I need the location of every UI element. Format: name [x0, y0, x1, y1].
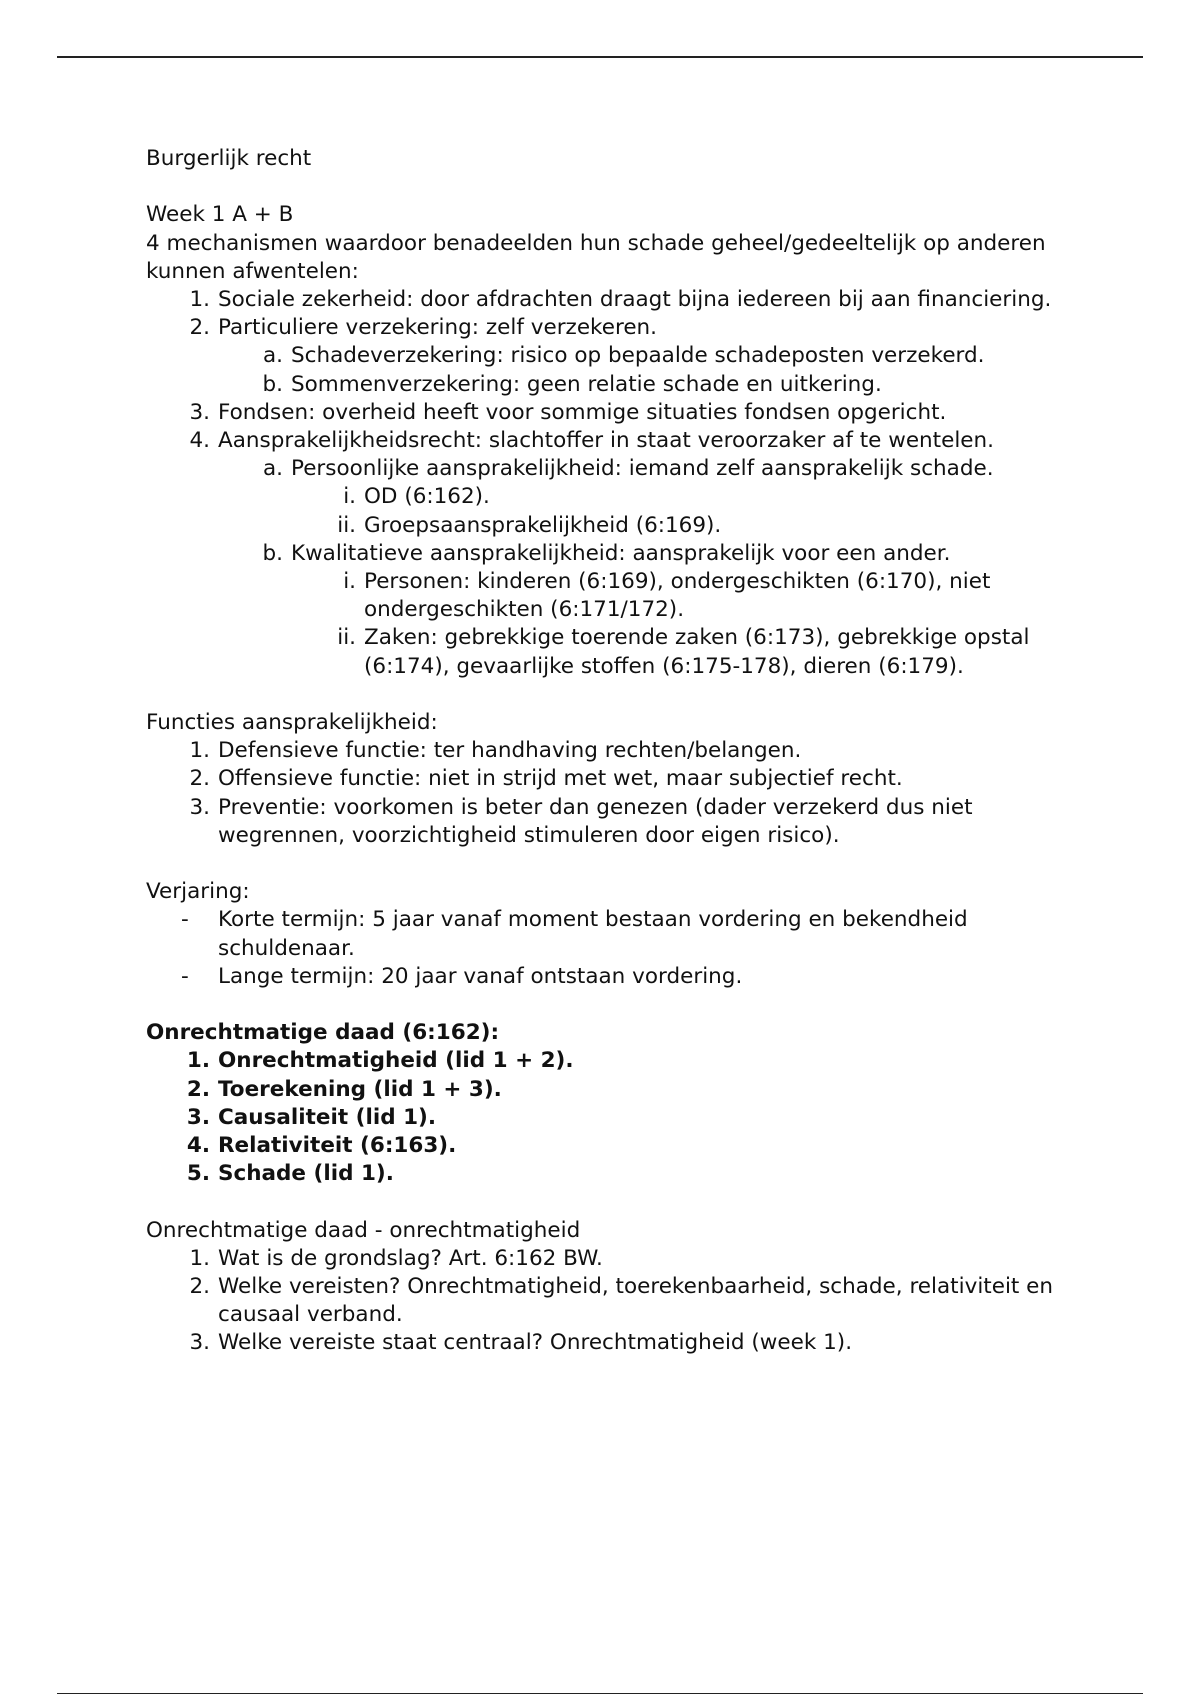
list-marker: 1.: [189, 287, 210, 312]
list-item: [146, 455, 1086, 483]
list-item-text: Welke vereiste staat centraal? Onrechtmatigheid (week 1).: [218, 1330, 853, 1356]
list-marker: 2.: [189, 315, 210, 341]
list-item: [146, 371, 1086, 399]
list-item-text: Defensieve functie: ter handhaving rechten/belangen.: [218, 738, 802, 764]
list-item: [146, 1273, 1086, 1329]
list-item: [146, 342, 1086, 370]
bottom-rule: [57, 1693, 1143, 1694]
list-marker: 3.: [189, 1330, 210, 1356]
list-item: [146, 1076, 1086, 1104]
list-marker: 4.: [189, 428, 210, 454]
list-marker: ii.: [337, 625, 356, 651]
list-marker: 1.: [189, 738, 210, 764]
od-list: [146, 1047, 1086, 1188]
list-item-text: Persoonlijke aansprakelijkheid: iemand zelf aansprakelijk schade.: [291, 456, 994, 482]
list-marker: i.: [343, 484, 356, 510]
mechanisms-list: [146, 286, 1086, 681]
list-marker: 3.: [189, 399, 210, 425]
list-item: [146, 737, 1086, 765]
list-item: [146, 399, 1086, 427]
list-item-text: Schadeverzekering: risico op bepaalde schadeposten verzekerd.: [291, 343, 985, 369]
list-marker: ii.: [337, 512, 356, 538]
list-item-text: Groepsaansprakelijkheid (6:169).: [364, 512, 722, 538]
list-item: [146, 512, 1086, 540]
list-item-text: Wat is de grondslag? Art. 6:162 BW.: [218, 1245, 603, 1271]
list-marker: 2.: [189, 1274, 210, 1300]
document-body: [146, 145, 1086, 1358]
list-item: [146, 1047, 1086, 1075]
top-rule: [57, 56, 1143, 58]
list-marker: 3.: [186, 1104, 210, 1130]
list-item-text: Korte termijn: 5 jaar vanaf moment bestaan vordering en bekendheid schuldenaar.: [218, 907, 968, 961]
list-item: [146, 963, 1086, 991]
list-item: [146, 1245, 1086, 1273]
list-item-text: Sommenverzekering: geen relatie schade en uitkering.: [291, 371, 882, 397]
list-item-text: Offensieve functie: niet in strijd met wet, maar subjectief recht.: [218, 766, 903, 792]
list-item-text: Kwalitatieve aansprakelijkheid: aansprakelijk voor een ander.: [291, 540, 951, 566]
list-item: [146, 540, 1086, 568]
list-item: [146, 286, 1086, 314]
list-item: [146, 765, 1086, 793]
list-marker: i.: [343, 569, 356, 595]
list-marker: 2.: [186, 1076, 210, 1102]
list-item-text: Sociale zekerheid: door afdrachten draagt bijna iedereen bij aan financiering.: [218, 287, 1052, 312]
od2-list: [146, 1245, 1086, 1358]
list-item-text: Causaliteit (lid 1).: [218, 1104, 437, 1130]
list-item-text: Onrechtmatigheid (lid 1 + 2).: [218, 1048, 574, 1074]
list-marker: b.: [262, 540, 283, 566]
list-item-text: Welke vereisten? Onrechtmatigheid, toerekenbaarheid, schade, relativiteit en causaal verband.: [218, 1274, 1054, 1328]
verjaring-heading: Verjaring:: [146, 879, 250, 905]
list-item-text: Relativiteit (6:163).: [218, 1133, 457, 1159]
list-item: [146, 1160, 1086, 1188]
list-item: [146, 1329, 1086, 1357]
list-item-text: OD (6:162).: [364, 484, 490, 510]
list-item-text: Particuliere verzekering: zelf verzekeren.: [218, 315, 658, 341]
od-heading: Onrechtmatige daad (6:162):: [146, 1020, 500, 1046]
list-item-text: Zaken: gebrekkige toerende zaken (6:173), gebrekkige opstal (6:174), gevaarlijke stoffen (6:175-178), dieren (6:179).: [364, 625, 1030, 679]
list-marker: b.: [262, 371, 283, 397]
list-marker: 5.: [186, 1161, 210, 1187]
list-item: [146, 906, 1086, 962]
list-item: [146, 568, 1086, 624]
list-marker: -: [181, 963, 189, 989]
list-item-text: Fondsen: overheid heeft voor sommige situaties fondsen opgericht.: [218, 399, 947, 425]
functies-heading: Functies aansprakelijkheid:: [146, 710, 438, 736]
list-marker: a.: [262, 456, 283, 482]
list-marker: 1.: [186, 1048, 210, 1074]
od2-heading: Onrechtmatige daad - onrechtmatigheid: [146, 1217, 581, 1243]
verjaring-list: [146, 906, 1086, 991]
list-marker: 4.: [186, 1133, 210, 1159]
list-item: [146, 427, 1086, 455]
list-item: [146, 624, 1086, 680]
list-marker: 2.: [189, 766, 210, 792]
intro-text: 4 mechanismen waardoor benadeelden hun schade geheel/gedeeltelijk op anderen kunnen afwentelen:: [146, 230, 1046, 284]
document-title: Burgerlijk recht: [146, 146, 312, 171]
list-item-text: Personen: kinderen (6:169), ondergeschikten (6:170), niet ondergeschikten (6:171/172).: [364, 569, 991, 623]
list-marker: -: [181, 907, 189, 933]
list-item: [146, 1132, 1086, 1160]
list-item-text: Schade (lid 1).: [218, 1161, 394, 1187]
list-item-text: Preventie: voorkomen is beter dan genezen (dader verzekerd dus niet wegrennen, voorzichtigheid stimuleren door eigen risico).: [218, 794, 973, 848]
list-item: [146, 794, 1086, 850]
list-item: [146, 483, 1086, 511]
list-item: [146, 314, 1086, 342]
week-heading: Week 1 A + B: [146, 202, 294, 228]
list-item-text: Aansprakelijkheidsrecht: slachtoffer in staat veroorzaker af te wentelen.: [218, 428, 994, 454]
list-item-text: Lange termijn: 20 jaar vanaf ontstaan vordering.: [218, 963, 743, 989]
list-item-text: Toerekening (lid 1 + 3).: [218, 1076, 502, 1102]
functies-list: [146, 737, 1086, 850]
list-item: [146, 1104, 1086, 1132]
list-marker: 1.: [189, 1245, 210, 1271]
list-marker: a.: [262, 343, 283, 369]
list-marker: 3.: [189, 794, 210, 820]
